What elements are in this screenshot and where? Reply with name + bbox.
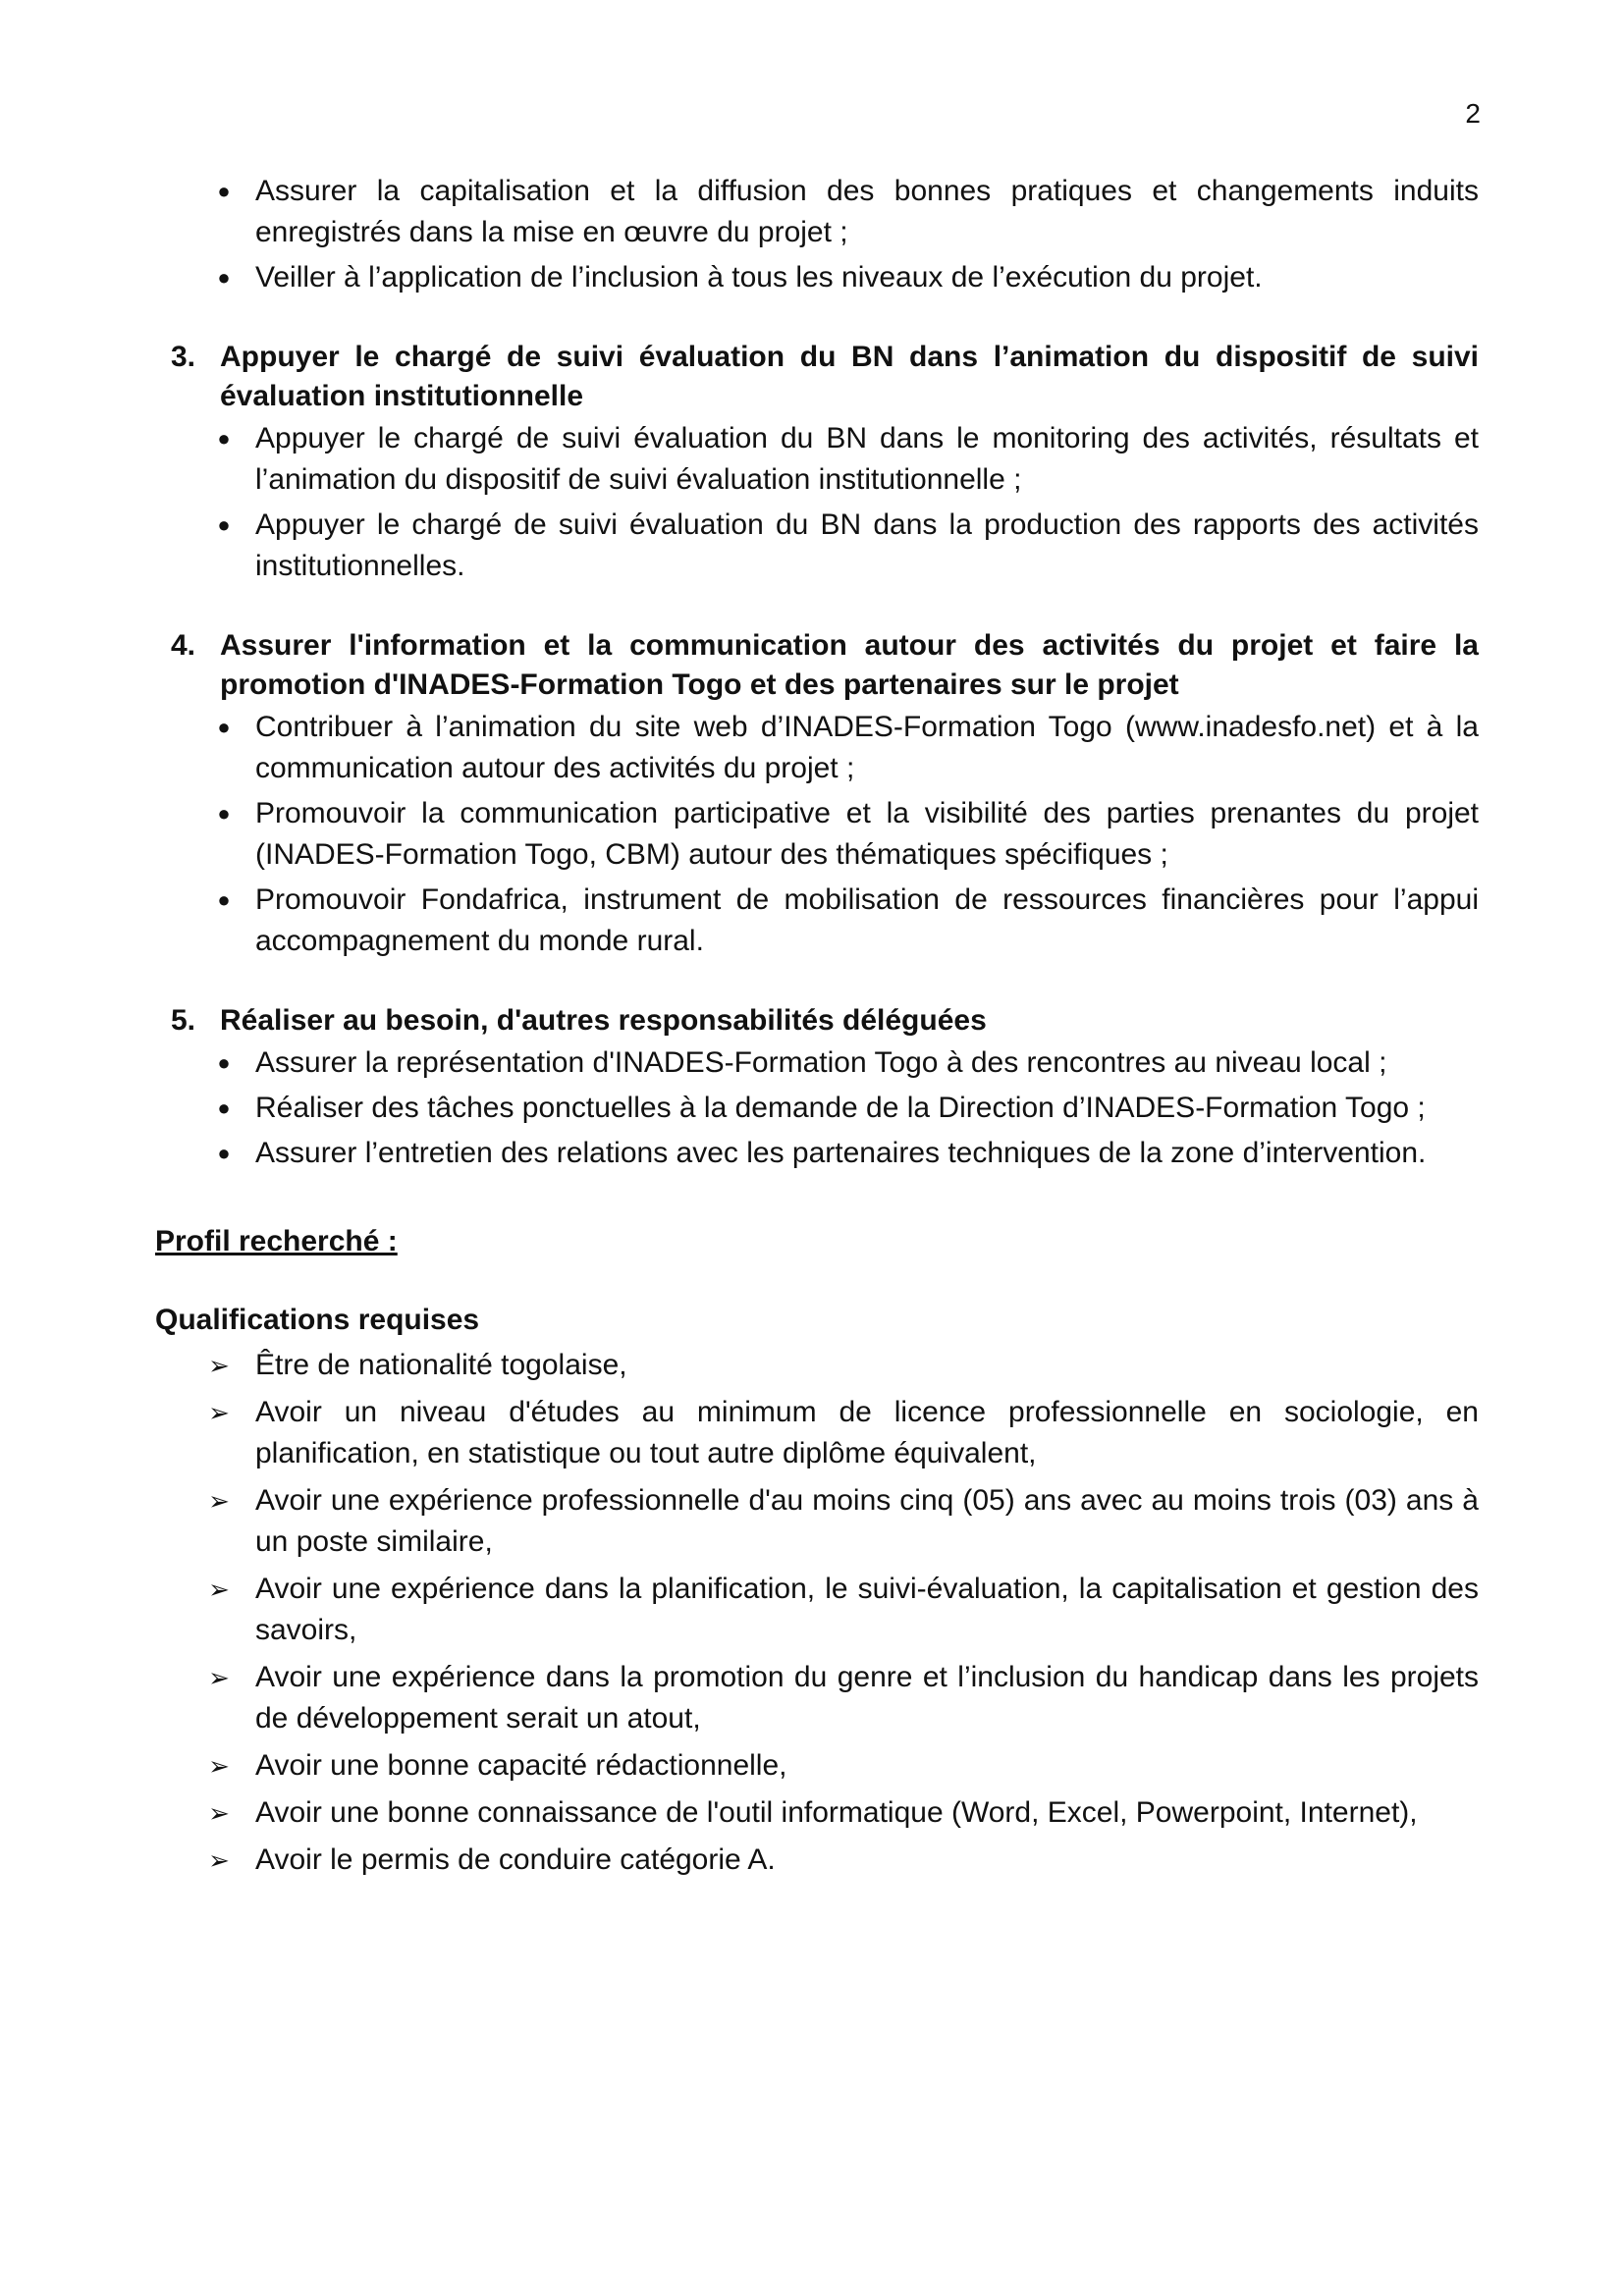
- section-heading-3: [155, 338, 1479, 416]
- arrow-bullet-icon: ➢: [208, 1351, 230, 1380]
- list-item-text: Contribuer à l’animation du site web d’INADES-Formation Togo (www.inadesfo.net) et à la communication autour des activités du projet ;: [255, 711, 1479, 784]
- list-item: [155, 1480, 1479, 1563]
- section-title: Appuyer le chargé de suivi évaluation du BN dans l’animation du dispositif de suivi évaluation institutionnelle: [220, 341, 1479, 412]
- list-item: [155, 505, 1479, 587]
- page-number: 2: [1465, 98, 1481, 129]
- list-item: [155, 1392, 1479, 1474]
- list-item: [155, 1792, 1479, 1834]
- list-item: [155, 257, 1479, 298]
- section-title: Réaliser au besoin, d'autres responsabilités déléguées: [220, 1004, 987, 1037]
- bullet-icon: ●: [217, 1050, 231, 1075]
- list-item: [155, 880, 1479, 962]
- bullet-icon: ●: [217, 887, 231, 912]
- bullet-icon: ●: [217, 426, 231, 451]
- list-item-text: Assurer la représentation d'INADES-Formation Togo à des rencontres au niveau local ;: [255, 1046, 1387, 1079]
- list-item-text: Avoir une bonne capacité rédactionnelle,: [255, 1749, 787, 1782]
- section-3-bullet-list: [155, 418, 1479, 587]
- list-item-text: Assurer l’entretien des relations avec les partenaires techniques de la zone d’intervention.: [255, 1137, 1427, 1169]
- list-item: [155, 793, 1479, 876]
- list-item: [155, 1840, 1479, 1881]
- list-item-text: Avoir une expérience dans la promotion du genre et l’inclusion du handicap dans les projets de développement serait un atout,: [255, 1661, 1479, 1735]
- list-item-text: Avoir une expérience professionnelle d'au moins cinq (05) ans avec au moins trois (03) ans à un poste similaire,: [255, 1484, 1479, 1558]
- bullet-icon: ●: [217, 265, 231, 290]
- list-item: [155, 1133, 1479, 1174]
- list-item-text: Veiller à l’application de l’inclusion à tous les niveaux de l’exécution du projet.: [255, 261, 1263, 294]
- bullet-icon: ●: [217, 1095, 231, 1120]
- list-item: [155, 1745, 1479, 1787]
- list-item-text: Avoir une expérience dans la planification, le suivi-évaluation, la capitalisation et gestion des savoirs,: [255, 1573, 1479, 1646]
- document-body: [155, 171, 1479, 1887]
- arrow-bullet-icon: ➢: [208, 1398, 230, 1427]
- list-item-text: Être de nationalité togolaise,: [255, 1349, 627, 1381]
- bullet-icon: ●: [217, 1141, 231, 1165]
- list-item: [155, 1088, 1479, 1129]
- arrow-bullet-icon: ➢: [208, 1751, 230, 1781]
- bullet-icon: ●: [217, 801, 231, 826]
- list-item-text: Avoir le permis de conduire catégorie A.: [255, 1843, 776, 1876]
- section-number: 4.: [171, 629, 196, 662]
- list-item-text: Assurer la capitalisation et la diffusion des bonnes pratiques et changements induits enregistrés dans la mise en œuvre du projet ;: [255, 175, 1479, 248]
- section-number: 5.: [171, 1004, 196, 1037]
- arrow-bullet-icon: ➢: [208, 1486, 230, 1516]
- section-heading-5: [155, 1001, 1479, 1041]
- arrow-bullet-icon: ➢: [208, 1845, 230, 1875]
- list-item: [155, 707, 1479, 789]
- list-item: [155, 1042, 1479, 1084]
- list-item-text: Avoir une bonne connaissance de l'outil informatique (Word, Excel, Powerpoint, Internet),: [255, 1796, 1418, 1829]
- list-item-text: Appuyer le chargé de suivi évaluation du BN dans le monitoring des activités, résultats et l’animation du dispositif de suivi évaluation institutionnelle ;: [255, 422, 1479, 496]
- section-5-bullet-list: [155, 1042, 1479, 1174]
- bullet-icon: ●: [217, 715, 231, 739]
- arrow-bullet-icon: ➢: [208, 1798, 230, 1828]
- section-4-bullet-list: [155, 707, 1479, 962]
- list-item: [155, 171, 1479, 253]
- bullet-icon: ●: [217, 512, 231, 537]
- section-title: Assurer l'information et la communication autour des activités du projet et faire la promotion d'INADES-Formation Togo et des partenaires sur le projet: [220, 629, 1479, 701]
- list-item-text: Réaliser des tâches ponctuelles à la demande de la Direction d’INADES-Formation Togo ;: [255, 1092, 1426, 1124]
- list-item-text: Promouvoir Fondafrica, instrument de mobilisation de ressources financières pour l’appui accompagnement du monde rural.: [255, 883, 1479, 957]
- list-item: [155, 1345, 1479, 1386]
- list-item-text: Appuyer le chargé de suivi évaluation du BN dans la production des rapports des activités institutionnelles.: [255, 508, 1479, 582]
- qualifications-heading: Qualifications requises: [155, 1304, 480, 1336]
- bullet-icon: ●: [217, 179, 231, 203]
- arrow-bullet-icon: ➢: [208, 1575, 230, 1604]
- list-item: [155, 1657, 1479, 1739]
- intro-bullet-list: [155, 171, 1479, 298]
- arrow-bullet-icon: ➢: [208, 1663, 230, 1692]
- qualifications-list: [155, 1345, 1479, 1881]
- list-item: [155, 1569, 1479, 1651]
- section-number: 3.: [171, 341, 196, 373]
- list-item-text: Avoir un niveau d'études au minimum de licence professionnelle en sociologie, en planification, en statistique ou tout autre diplôme équivalent,: [255, 1396, 1479, 1469]
- section-heading-4: [155, 626, 1479, 705]
- list-item-text: Promouvoir la communication participative et la visibilité des parties prenantes du projet (INADES-Formation Togo, CBM) autour des thématiques spécifiques ;: [255, 797, 1479, 871]
- profil-heading: Profil recherché :: [155, 1225, 398, 1257]
- list-item: [155, 418, 1479, 501]
